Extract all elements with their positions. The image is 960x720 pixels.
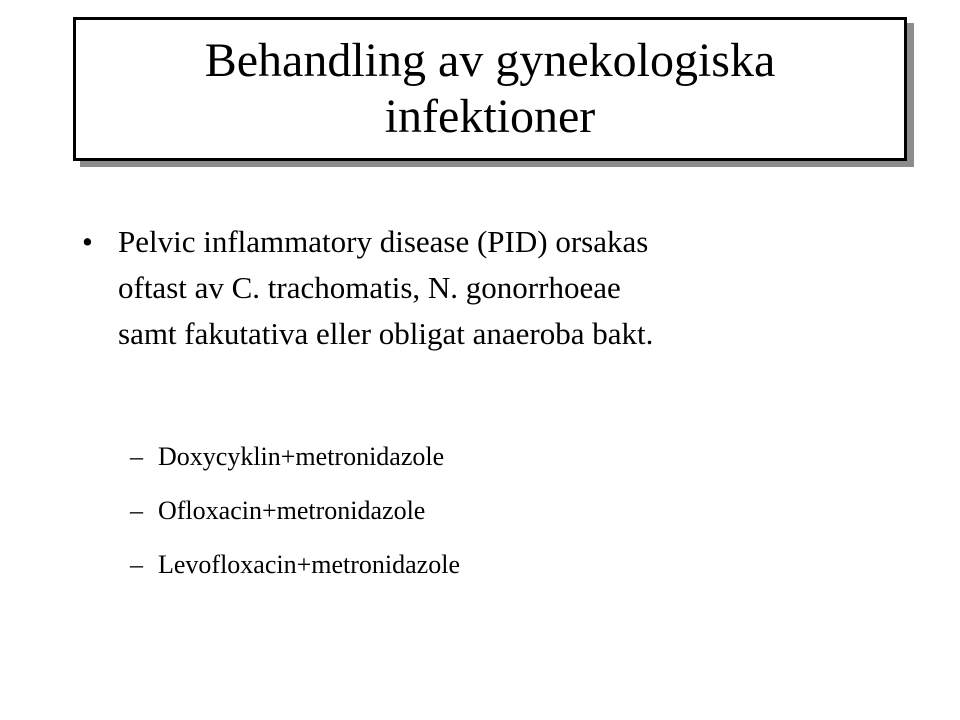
bullet-line-1: Pelvic inflammatory disease (PID) orsakas (118, 224, 649, 259)
title-box (73, 17, 907, 161)
sub-bullet-marker: – (130, 442, 143, 471)
sub-bullet-marker: – (130, 496, 143, 525)
title-line-2: infektioner (384, 90, 596, 143)
sub-bullet-text: Levofloxacin+metronidazole (158, 550, 460, 579)
bullet-line-2: oftast av C. trachomatis, N. gonorrhoeae (118, 270, 621, 305)
sub-bullet-list (130, 430, 460, 592)
sub-bullet-marker: – (130, 550, 143, 579)
bullet-line-3: samt fakutativa eller obligat anaeroba bakt. (118, 316, 654, 351)
sub-bullet-item (130, 538, 460, 592)
bullet-marker: • (82, 224, 93, 259)
sub-bullet-text: Doxycyklin+metronidazole (158, 442, 445, 471)
sub-bullet-item (130, 430, 460, 484)
sub-bullet-item (130, 484, 460, 538)
bullet-point (82, 219, 882, 357)
sub-bullet-text: Ofloxacin+metronidazole (158, 496, 426, 525)
title-line-1: Behandling av gynekologiska (204, 34, 776, 87)
